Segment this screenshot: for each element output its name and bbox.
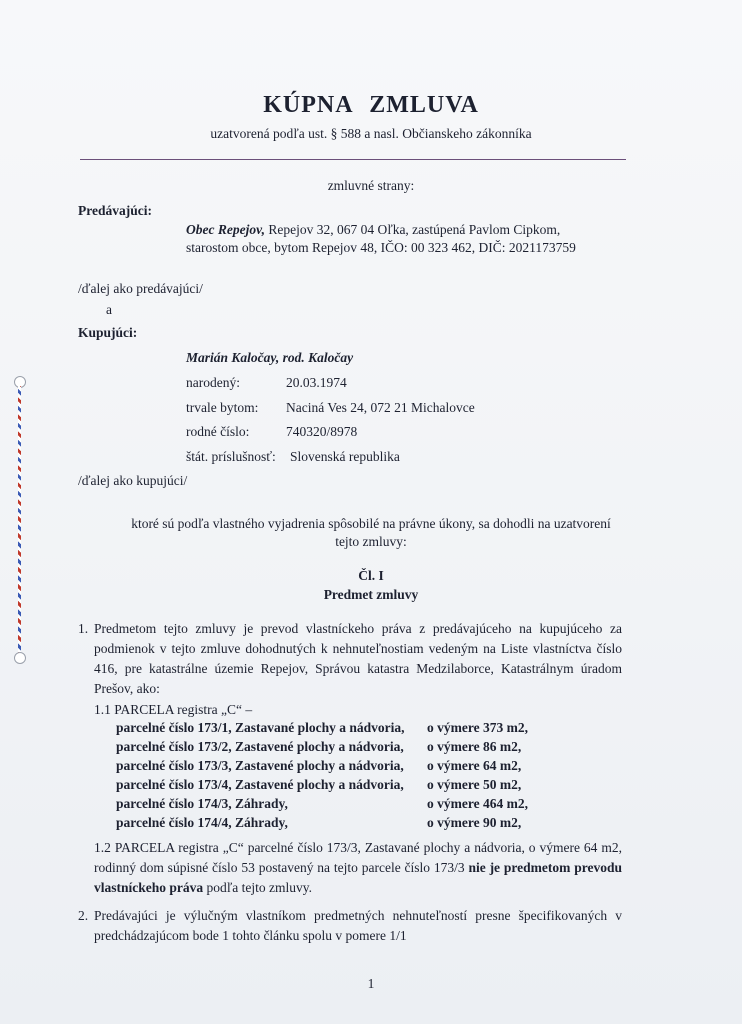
parcel-area: o výmere 64 m2, <box>427 758 522 773</box>
parcel-area: o výmere 90 m2, <box>427 815 522 830</box>
seller-alias: /ďalej ako predávajúci/ <box>78 281 203 296</box>
buyer-field-label: trvale bytom: <box>186 400 259 415</box>
agreement-line-1: ktoré sú podľa vlastného vyjadrenia spôsobilé na právne úkony, sa dohodli na uzatvorení <box>131 516 611 531</box>
seller-line-2: starostom obce, bytom Repejov 48, IČO: 00 323 462, DIČ: 2021173759 <box>186 240 576 255</box>
seller-address: Repejov 32, 067 04 Oľka, zastúpená Pavlom Cipkom, <box>264 222 561 237</box>
clause-1-text: Predmetom tejto zmluvy je prevod vlastníckeho práva z predávajúceho na kupujúceho za podmienok v tejto zmluve dohodnutých k nehnuteľnostiam vedeným na Liste vlastníctva číslo 416, pre katastrálne územie Repejov, Správou katastra Medzilaborce, Katastrálnym úradom Prešov, ako: <box>94 621 622 696</box>
parcel-area: o výmere 464 m2, <box>427 796 528 811</box>
document-title: KÚPNA ZMLUVA <box>263 92 479 118</box>
clause-1-number: 1. <box>78 621 89 636</box>
buyer-field-label: štát. príslušnosť: <box>186 449 276 464</box>
parcel-description: parcelné číslo 174/3, Záhrady, <box>116 796 288 811</box>
page-number: 1 <box>367 976 375 991</box>
parcel-area: o výmere 86 m2, <box>427 739 522 754</box>
subclause-1-2-text-end: podľa tejto zmluvy. <box>203 880 312 895</box>
binding-hole-bottom <box>14 652 26 664</box>
parcel-description: parcelné číslo 173/2, Zastavené plochy a nádvoria, <box>116 739 404 754</box>
buyer-field-value: Slovenská republika <box>290 449 400 464</box>
subclause-1-2 <box>94 838 622 898</box>
clause-2-text: Predávajúci je výlučným vlastníkom predmetných nehnuteľností presne špecifikovaných v predchádzajúcom bode 1 tohto článku spolu v pomere 1/1 <box>94 908 622 943</box>
parcel-area: o výmere 373 m2, <box>427 720 528 735</box>
parties-heading: zmluvné strany: <box>327 178 415 193</box>
clause-2-number: 2. <box>78 908 89 923</box>
title-divider <box>80 159 626 160</box>
article-number: Čl. I <box>358 568 384 583</box>
parcel-description: parcelné číslo 174/4, Záhrady, <box>116 815 288 830</box>
buyer-field-value: 20.03.1974 <box>286 375 347 390</box>
subclause-1-2-text: 1.2 PARCELA registra „C“ parcelné číslo 173/3, Zastavané plochy a nádvoria, o výmere 64 m2, rodinný dom súpisné číslo 53 postavený na tejto parcele číslo 173/3 <box>94 840 622 875</box>
seller-line-1 <box>186 222 560 238</box>
parcel-description: parcelné číslo 173/4, Zastavené plochy a nádvoria, <box>116 777 404 792</box>
document-subtitle: uzatvorená podľa ust. § 588 a nasl. Občianskeho zákonníka <box>210 126 532 141</box>
subclause-1-2-emphasis: nie je predmetom prevodu vlastníckeho práva <box>94 860 622 895</box>
buyer-name: Marián Kaločay, rod. Kaločay <box>186 350 354 365</box>
seller-name: Obec Repejov, <box>186 222 265 237</box>
parcel-description: parcelné číslo 173/1, Zastavané plochy a nádvoria, <box>116 720 405 735</box>
subclause-1-1-label: 1.1 PARCELA registra „C“ – <box>94 702 253 717</box>
buyer-label: Kupujúci: <box>78 325 138 340</box>
parcel-description: parcelné číslo 173/3, Zastavené plochy a nádvoria, <box>116 758 404 773</box>
conjunction: a <box>106 302 112 317</box>
agreement-line-2: tejto zmluvy: <box>335 534 407 549</box>
seller-label: Predávajúci: <box>78 203 152 218</box>
article-heading: Predmet zmluvy <box>323 587 419 602</box>
parcel-area: o výmere 50 m2, <box>427 777 522 792</box>
buyer-alias: /ďalej ako kupujúci/ <box>78 473 188 488</box>
buyer-field-value: 740320/8978 <box>286 424 358 439</box>
buyer-field-label: narodený: <box>186 375 240 390</box>
buyer-field-label: rodné číslo: <box>186 424 250 439</box>
buyer-field-value: Naciná Ves 24, 072 21 Michalovce <box>286 400 475 415</box>
